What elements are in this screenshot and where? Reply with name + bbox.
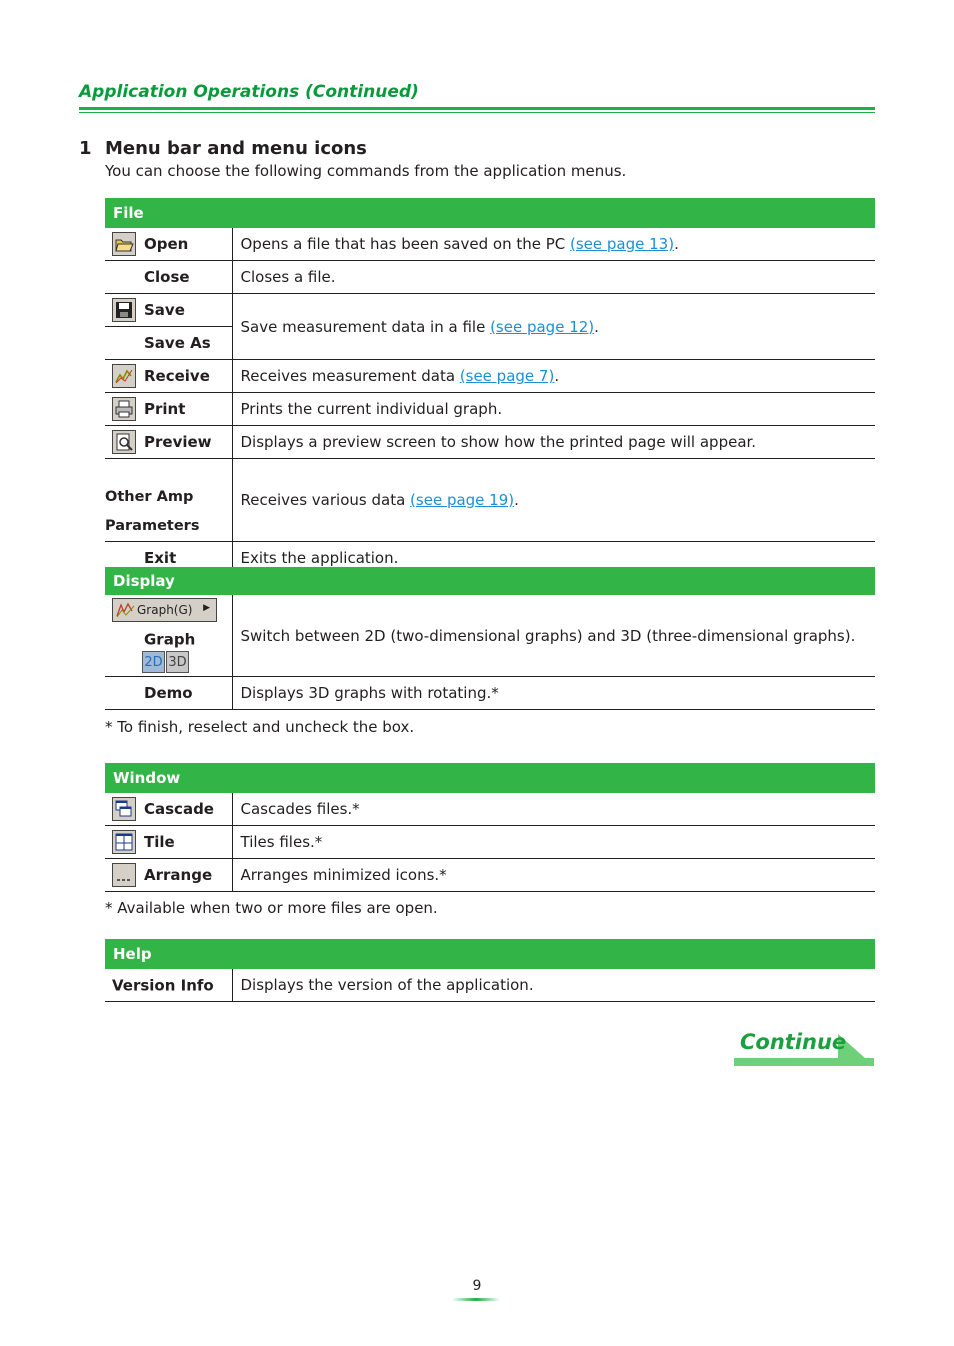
other-amp-desc-end: . (514, 491, 519, 509)
tile-description: Tiles files.* (232, 826, 875, 859)
other-amp-label-line2: Parameters (105, 518, 200, 534)
save-page-link[interactable]: (see page 12) (490, 317, 595, 336)
table-row (105, 360, 875, 393)
graph-menu-text: Graph(G) (137, 603, 193, 617)
other-amp-label-line1: Other Amp (105, 489, 194, 505)
page-number-underline (452, 1298, 500, 1301)
save-as-command[interactable] (105, 327, 232, 360)
exit-description: Exits the application. (232, 542, 875, 575)
3d-button[interactable]: 3D (166, 651, 189, 673)
print-preview-icon[interactable] (112, 430, 136, 454)
printer-icon[interactable] (112, 397, 136, 421)
save-desc-text: Save measurement data in a file (240, 317, 491, 336)
open-command[interactable] (105, 228, 232, 261)
window-header: Window (105, 763, 875, 793)
display-footnote: * To finish, reselect and uncheck the box. (105, 718, 415, 736)
tile-command[interactable] (105, 826, 232, 859)
preview-label: Preview (144, 433, 212, 451)
window-footnote: * Available when two or more files are open. (105, 899, 438, 917)
receive-desc-text: Receives measurement data (240, 367, 460, 385)
demo-label: Demo (144, 684, 193, 702)
print-description: Prints the current individual graph. (232, 393, 875, 426)
print-label: Print (144, 400, 186, 418)
print-command[interactable] (105, 393, 232, 426)
open-folder-icon[interactable] (112, 232, 136, 256)
open-desc-text: Opens a file that has been saved on the PC (240, 235, 571, 253)
exit-label: Exit (144, 549, 177, 567)
preview-command[interactable] (105, 426, 232, 459)
graph-label: Graph (144, 630, 196, 649)
open-page-link[interactable]: (see page 13) (570, 235, 675, 253)
display-menu-table (105, 567, 875, 710)
open-desc-end: . (674, 235, 679, 253)
other-amp-label (105, 483, 199, 541)
arrange-description: Arranges minimized icons.* (232, 859, 875, 892)
version-info-description: Displays the version of the application. (232, 969, 875, 1002)
2d-button[interactable]: 2D (142, 651, 165, 673)
save-label: Save (144, 301, 185, 319)
table-row (105, 677, 875, 710)
floppy-disk-icon[interactable] (112, 298, 136, 322)
table-row (105, 595, 875, 677)
save-description (232, 294, 875, 360)
save-as-label: Save As (144, 334, 211, 352)
table-row (105, 261, 875, 294)
section-title: Application Operations (Continued) (79, 82, 419, 102)
receive-desc-end: . (554, 367, 560, 385)
demo-command[interactable] (105, 677, 232, 710)
cascade-command[interactable] (105, 793, 232, 826)
section-rule-thick (79, 107, 875, 110)
tile-label: Tile (144, 833, 175, 851)
cascade-description: Cascades files.* (232, 793, 875, 826)
other-amp-description (232, 459, 875, 542)
graph-command[interactable] (105, 595, 232, 677)
preview-description: Displays a preview screen to show how the printed page will appear. (232, 426, 875, 459)
display-header: Display (105, 567, 875, 595)
graph-menu-item[interactable] (112, 598, 217, 622)
tile-windows-icon[interactable] (112, 830, 136, 854)
receive-label: Receive (144, 367, 210, 385)
version-info-command[interactable] (105, 969, 232, 1002)
receive-graph-icon[interactable] (112, 364, 136, 388)
table-row (105, 393, 875, 426)
submenu-arrow-icon: ▶ (203, 603, 210, 613)
table-row (105, 459, 875, 542)
save-command[interactable] (105, 294, 232, 327)
page-number: 9 (472, 1278, 482, 1294)
table-row (105, 969, 875, 1002)
continue-label: Continue (740, 1030, 847, 1054)
close-description: Closes a file. (232, 261, 875, 294)
table-row (105, 294, 875, 327)
section-rule-thin (79, 112, 875, 113)
heading-title: Menu bar and menu icons (105, 138, 367, 159)
other-amp-page-link[interactable]: (see page 19) (410, 491, 515, 509)
arrange-icons-icon[interactable] (112, 863, 136, 887)
cascade-windows-icon[interactable] (112, 797, 136, 821)
save-desc-end: . (594, 317, 599, 336)
heading (79, 138, 367, 159)
open-label: Open (144, 235, 189, 253)
table-row (105, 793, 875, 826)
table-row (105, 826, 875, 859)
table-row (105, 426, 875, 459)
receive-description (232, 360, 875, 393)
graph-description: Switch between 2D (two-dimensional graphs) and 3D (three-dimensional graphs). (232, 595, 875, 677)
arrange-command[interactable] (105, 859, 232, 892)
open-description (232, 228, 875, 261)
file-menu-table (105, 198, 875, 575)
version-info-label: Version Info (112, 976, 214, 995)
close-label: Close (144, 268, 190, 286)
close-command[interactable] (105, 261, 232, 294)
other-amp-command[interactable] (105, 459, 232, 542)
continue-marker (734, 1028, 876, 1068)
help-header: Help (105, 939, 875, 969)
intro-text: You can choose the following commands from the application menus. (105, 162, 627, 180)
window-menu-table (105, 763, 875, 892)
help-menu-table (105, 939, 875, 1002)
arrange-label: Arrange (144, 866, 213, 884)
demo-description: Displays 3D graphs with rotating.* (232, 677, 875, 710)
cascade-label: Cascade (144, 800, 214, 818)
heading-number: 1 (79, 138, 92, 159)
other-amp-desc-text: Receives various data (240, 491, 411, 509)
file-header: File (105, 198, 875, 228)
table-row (105, 859, 875, 892)
receive-command[interactable] (105, 360, 232, 393)
receive-page-link[interactable]: (see page 7) (459, 367, 555, 385)
table-row (105, 228, 875, 261)
